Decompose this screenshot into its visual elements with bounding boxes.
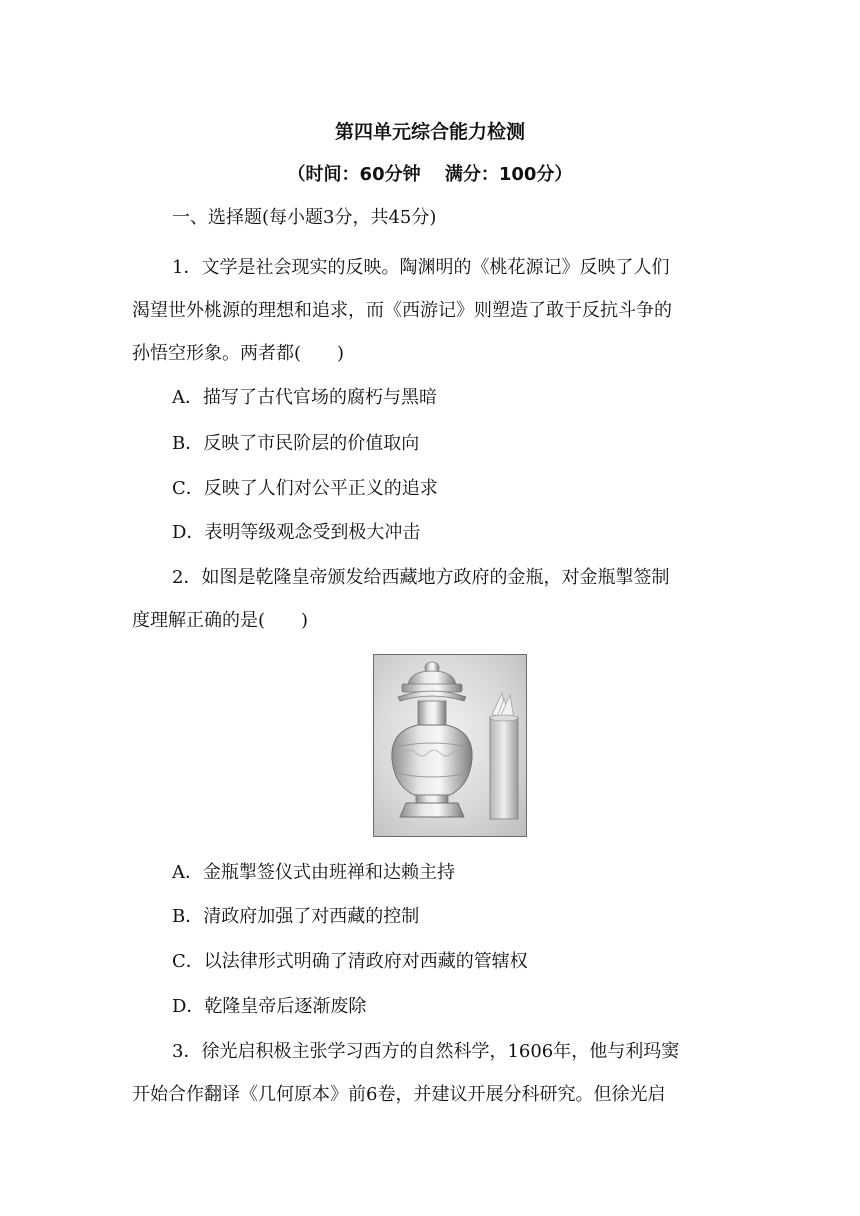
question-1-line-2: 渴望世外桃源的理想和追求，而《西游记》则塑造了敢于反抗斗争的 [132, 300, 672, 321]
question-1-line-1: 1．文学是社会现实的反映。陶渊明的《桃花源记》反映了人们 [172, 257, 670, 278]
question-2-option-c: C．以法律形式明确了清政府对西藏的管辖权 [172, 951, 528, 972]
section-heading: 一、选择题(每小题3分，共45分) [172, 207, 437, 228]
question-2-option-d: D．乾隆皇帝后逐渐废除 [172, 996, 367, 1017]
question-1-option-a: A．描写了古代官场的腐朽与黑暗 [172, 387, 437, 408]
question-2-line-1: 2．如图是乾隆皇帝颁发给西藏地方政府的金瓶，对金瓶掣签制 [172, 567, 670, 588]
question-2-option-a: A．金瓶掣签仪式由班禅和达赖主持 [172, 862, 455, 883]
question-2-line-2: 度理解正确的是( ) [132, 610, 309, 631]
golden-urn-photo [373, 654, 527, 837]
question-2-option-b: B．清政府加强了对西藏的控制 [172, 906, 420, 927]
question-1-option-b: B．反映了市民阶层的价值取向 [172, 433, 420, 454]
question-1-option-c: C．反映了人们对公平正义的追求 [172, 478, 438, 499]
question-1-option-d: D．表明等级观念受到极大冲击 [172, 522, 421, 543]
question-3-line-1: 3．徐光启积极主张学习西方的自然科学，1606年，他与利玛窦 [172, 1041, 680, 1062]
question-3-line-2: 开始合作翻译《几何原本》前6卷，并建议开展分科研究。但徐光启 [132, 1084, 666, 1105]
page-subtitle: （时间：60分钟 满分：100分） [287, 164, 573, 185]
question-1-line-3: 孙悟空形象。两者都( ) [132, 343, 345, 364]
page-title: 第四单元综合能力检测 [334, 121, 525, 143]
